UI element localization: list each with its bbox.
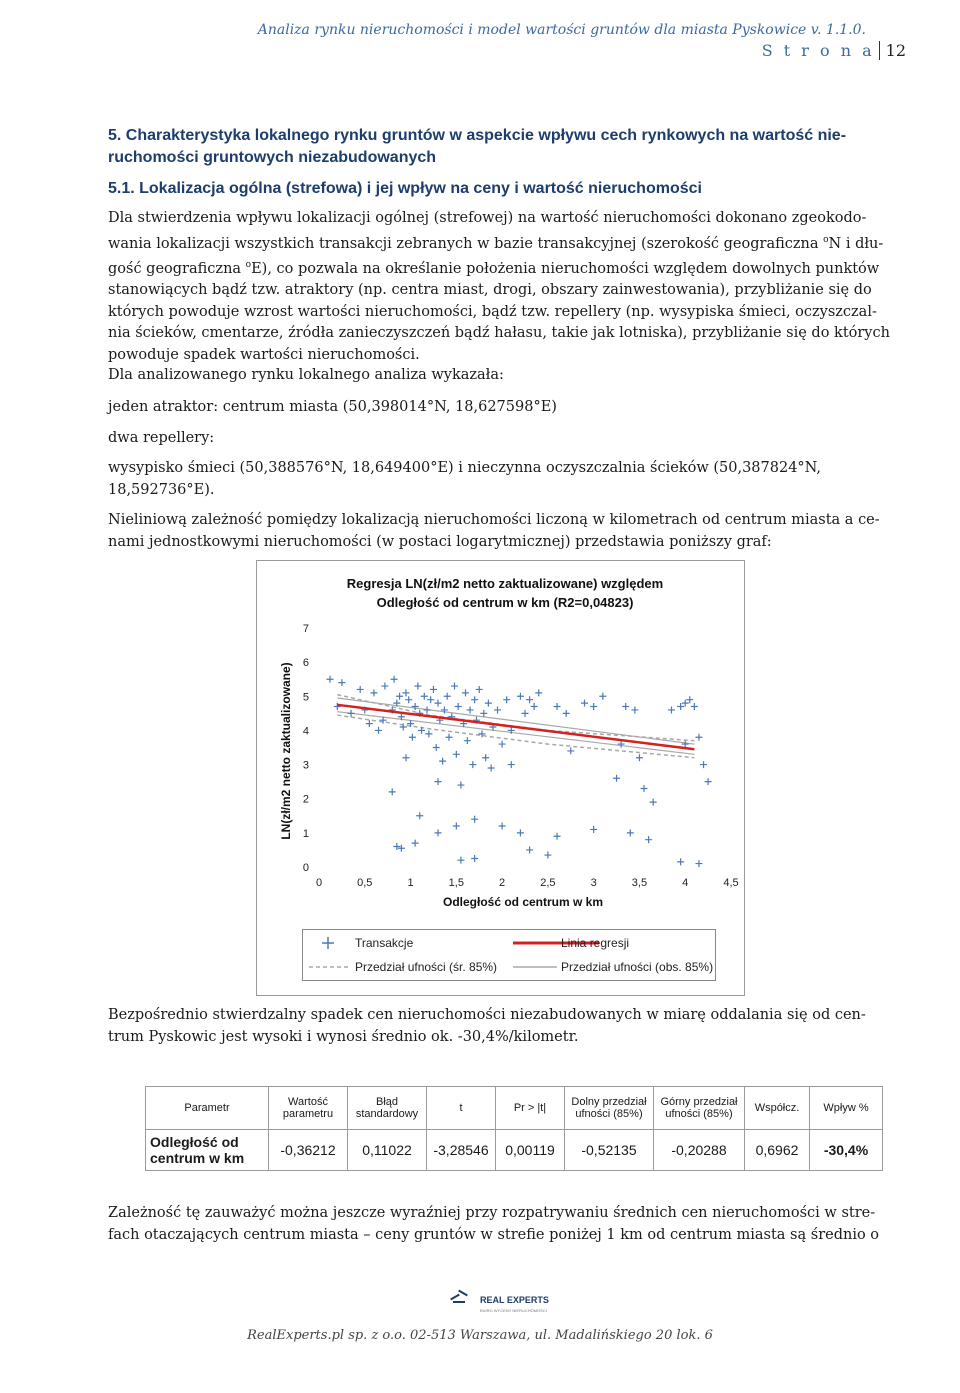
data-point: [627, 829, 634, 836]
p6-line: nami jednostkowymi nieruchomości (w postaci logarytmicznej) przedstawia poniższy graf:: [108, 533, 772, 550]
paragraph-graph-intro: [108, 510, 902, 553]
chart-plot-area: [303, 623, 739, 889]
data-point: [393, 843, 400, 850]
x-tick-label: 4,5: [723, 877, 739, 889]
paragraph-repeller-list: [108, 458, 902, 501]
p7-line: trum Pyskowic jest wysoki i wynosi średnio ok. -30,4%/kilometr.: [108, 1028, 579, 1045]
legend-marker-band-obs: [513, 960, 557, 974]
data-point: [705, 778, 712, 785]
data-point: [389, 788, 396, 795]
data-point: [427, 696, 434, 703]
y-tick-label: 0: [302, 862, 309, 874]
table-cell: 0,11022: [348, 1130, 427, 1171]
data-point: [677, 703, 684, 710]
page-label: S t r o n a: [761, 41, 875, 60]
data-point: [535, 689, 542, 696]
company-logo: [440, 1290, 549, 1328]
section-heading-line2: ruchomości gruntowych niezabudowanych: [108, 149, 437, 166]
p5-line: wysypisko śmieci (50,388576°N, 18,649400°E) i nieczynna oczyszczalnia ścieków (50,387824°N,: [108, 460, 822, 476]
paragraph-analysis: Dla analizowanego rynku lokalnego analiza wykazała:: [108, 367, 504, 383]
logo-text: REAL EXPERTS: [480, 1295, 549, 1305]
x-tick-label: 2,5: [540, 877, 556, 889]
data-point: [425, 730, 432, 737]
data-point: [462, 689, 469, 696]
data-point: [517, 693, 524, 700]
x-tick-label: 0: [315, 877, 323, 889]
table-header-cell: Błąd standardowy: [348, 1087, 427, 1130]
legend-marker-band-mean: [309, 960, 351, 974]
data-point: [396, 693, 403, 700]
data-point: [499, 823, 506, 830]
data-point: [444, 693, 451, 700]
data-point: [554, 833, 561, 840]
data-point: [435, 778, 442, 785]
data-point: [457, 782, 464, 789]
p8-line: Zależność tę zauważyć można jeszcze wyraźniej przy rozpatrywaniu średnich cen nieruchomości w stre-: [108, 1205, 876, 1221]
table-header-cell: Górny przedział ufności (85%): [654, 1087, 745, 1130]
data-point: [421, 693, 428, 700]
data-point: [531, 703, 538, 710]
p1-line: nia ścieków, cmentarze, źródła zanieczyszczeń bądź hałasu, takie jak lotniska), przybliżanie się do których: [108, 325, 890, 342]
table-cell: -0,20288: [654, 1130, 745, 1171]
data-point: [471, 696, 478, 703]
p1-line: Dla stwierdzenia wpływu lokalizacji ogólnej (strefowej) na wartość nieruchomości dokonano zgeokodo-: [108, 210, 867, 226]
p8-line: fach otaczających centrum miasta – ceny gruntów w strefie poniżej 1 km od centrum miasta są średnio o: [108, 1226, 880, 1243]
regression-chart: [256, 560, 745, 996]
table-header-cell: t: [427, 1087, 496, 1130]
band-obs-upper: [337, 698, 694, 744]
table-header-cell: Wpływ %: [810, 1087, 883, 1130]
section-heading: [108, 125, 898, 169]
data-point: [409, 734, 416, 741]
legend-label-transakcje: Transakcje: [355, 936, 414, 950]
data-point: [590, 826, 597, 833]
page-indicator: [762, 41, 906, 60]
logo-subtext: BIURO WYCENY NIERUCHOMOŚCI: [480, 1308, 547, 1313]
p1-line: stanowiących bądź tzw. atraktory (np. centra miast, drogi, obszary zainwestowania), przybliżanie się do: [108, 282, 872, 299]
data-point: [476, 686, 483, 693]
data-point: [554, 703, 561, 710]
paragraph-zones: [108, 1203, 902, 1246]
p5-line: 18,592736°E).: [108, 481, 215, 498]
data-point: [439, 758, 446, 765]
data-point: [455, 703, 462, 710]
y-tick-label: 5: [302, 691, 309, 704]
data-point: [485, 700, 492, 707]
data-point: [412, 703, 419, 710]
data-point: [469, 761, 476, 768]
data-point: [522, 710, 529, 717]
data-point: [375, 727, 382, 734]
data-point: [650, 799, 657, 806]
data-point: [446, 734, 453, 741]
data-point: [686, 696, 693, 703]
regression-stats-table: [145, 1086, 883, 1171]
data-point: [700, 761, 707, 768]
y-tick-label: 7: [302, 623, 309, 635]
data-point: [471, 816, 478, 823]
data-point: [348, 710, 355, 717]
data-point: [645, 836, 652, 843]
data-point: [599, 693, 606, 700]
data-point: [435, 829, 442, 836]
data-point: [480, 710, 487, 717]
table-header-cell: Parametr: [146, 1087, 269, 1130]
table-cell: -0,52135: [565, 1130, 654, 1171]
data-point: [414, 683, 421, 690]
data-point: [338, 679, 345, 686]
data-point: [381, 683, 388, 690]
data-point: [581, 700, 588, 707]
data-point: [613, 775, 620, 782]
x-tick-label: 3: [590, 877, 597, 889]
data-point: [622, 703, 629, 710]
data-point: [488, 764, 495, 771]
data-point: [398, 845, 405, 852]
data-point: [435, 700, 442, 707]
legend-label-band-mean: Przedział ufności (śr. 85%): [355, 960, 498, 974]
data-point: [405, 696, 412, 703]
data-point: [494, 706, 501, 713]
subsection-heading: 5.1. Lokalizacja ogólna (strefowa) i jej wpływ na ceny i wartość nieruchomości: [108, 180, 702, 197]
data-point: [424, 706, 431, 713]
paragraph-conclusion: [108, 1005, 902, 1048]
data-point: [482, 754, 489, 761]
chart-legend: [302, 929, 716, 981]
footer-address: RealExperts.pl sp. z o.o. 02-513 Warszawa, ul. Madalińskiego 20 lok. 6: [247, 1328, 713, 1343]
y-tick-label: 4: [302, 725, 309, 738]
table-header-cell: Pr > |t|: [496, 1087, 565, 1130]
section-heading-line1: 5. Charakterystyka lokalnego rynku gruntów w aspekcie wpływu cech rynkowych na wartość nie-: [108, 127, 847, 144]
data-point: [695, 734, 702, 741]
band-obs-lower: [337, 712, 694, 755]
legend-marker-transakcje: [321, 936, 335, 950]
regression-line: [337, 705, 694, 749]
data-point: [402, 689, 409, 696]
data-point: [526, 696, 533, 703]
x-tick-label: 2: [499, 877, 506, 889]
logo-icon: [440, 1290, 549, 1324]
data-point: [467, 706, 474, 713]
chart-x-label: Odległość od centrum w km: [442, 895, 604, 909]
table-cell: 0,6962: [745, 1130, 810, 1171]
y-tick-label: 3: [302, 759, 309, 772]
table-header-row: [146, 1087, 883, 1130]
chart-y-label: LN(zł/m2 netto zaktualizowane): [279, 662, 293, 840]
data-point: [636, 754, 643, 761]
y-tick-label: 2: [302, 793, 309, 806]
p1-line: których powoduje wzrost wartości nieruchomości, bądź tzw. repellery (np. wysypiska śmieci, oczyszczal-: [108, 303, 877, 320]
data-point: [412, 840, 419, 847]
x-tick-label: 3,5: [631, 877, 648, 889]
table-cell: 0,00119: [496, 1130, 565, 1171]
data-point: [567, 747, 574, 754]
legend-label-regression: Linia regresji: [561, 936, 630, 950]
data-point: [499, 741, 506, 748]
chart-title-line2: Odległość od centrum w km (R2=0,04823): [376, 595, 634, 610]
p1-line: powoduje spadek wartości nieruchomości.: [108, 346, 420, 363]
data-point: [464, 737, 471, 744]
data-point: [326, 676, 333, 683]
table-cell-parametr: Odległość od centrum w km: [146, 1130, 269, 1171]
data-point: [544, 852, 551, 859]
data-point: [453, 823, 460, 830]
x-tick-label: 1: [407, 877, 414, 889]
table-header-cell: Dolny przedział ufności (85%): [565, 1087, 654, 1130]
data-point: [695, 860, 702, 867]
data-point: [430, 686, 437, 693]
page-number: 12: [879, 41, 906, 60]
x-tick-label: 0,5: [357, 877, 373, 889]
data-point: [453, 751, 460, 758]
document-header-title: Analiza rynku nieruchomości i model wartości gruntów dla miasta Pyskowice v. 1.1.0.: [257, 22, 866, 38]
paragraph-intro: [108, 208, 902, 366]
paragraph-repellers: dwa repellery:: [108, 430, 215, 446]
data-point: [590, 703, 597, 710]
paragraph-attractor: jeden atraktor: centrum miasta (50,398014°N, 18,627598°E): [108, 399, 557, 415]
data-point: [357, 686, 364, 693]
data-point: [517, 829, 524, 836]
data-point: [416, 812, 423, 819]
table-cell-wplyw: -30,4%: [810, 1130, 883, 1171]
chart-title-line1: Regresja LN(zł/m2 netto zaktualizowane) względem: [346, 576, 664, 591]
data-point: [631, 706, 638, 713]
data-point: [563, 710, 570, 717]
data-point: [526, 846, 533, 853]
x-tick-label: 4: [682, 877, 689, 889]
data-point: [508, 761, 515, 768]
table-header-cell: Współcz.: [745, 1087, 810, 1130]
data-point: [391, 676, 398, 683]
data-point: [641, 785, 648, 792]
data-point: [677, 858, 684, 865]
data-point: [503, 696, 510, 703]
x-tick-label: 1,5: [448, 877, 464, 889]
data-point: [402, 754, 409, 761]
table-cell: -0,36212: [269, 1130, 348, 1171]
table-cell: -3,28546: [427, 1130, 496, 1171]
data-point: [471, 855, 478, 862]
data-point: [366, 720, 373, 727]
y-tick-label: 6: [302, 657, 309, 670]
data-point: [668, 706, 675, 713]
data-point: [370, 689, 377, 696]
data-point: [682, 700, 689, 707]
p1-line: gość geograficzna $^o$E), co pozwala na określanie położenia nieruchomości względem dowolnych punktów: [108, 259, 880, 277]
data-point: [691, 703, 698, 710]
p7-line: Bezpośrednio stwierdzalny spadek cen nieruchomości niezabudowanych w miarę oddalania się od cen-: [108, 1007, 866, 1023]
table-header-cell: Wartość parametru: [269, 1087, 348, 1130]
legend-label-band-obs: Przedział ufności (obs. 85%): [561, 960, 714, 974]
data-point: [433, 744, 440, 751]
data-point: [457, 857, 464, 864]
table-row: [146, 1130, 883, 1171]
p6-line: Nieliniową zależność pomiędzy lokalizacją nieruchomości liczoną w kilometrach od centrum miasta a ce-: [108, 512, 880, 528]
p1-line: wania lokalizacji wszystkich transakcji zebranych w bazie transakcyjnej (szerokość geograficzna $^o$N i dłu-: [108, 234, 884, 252]
y-tick-label: 1: [302, 827, 309, 840]
data-point: [451, 683, 458, 690]
